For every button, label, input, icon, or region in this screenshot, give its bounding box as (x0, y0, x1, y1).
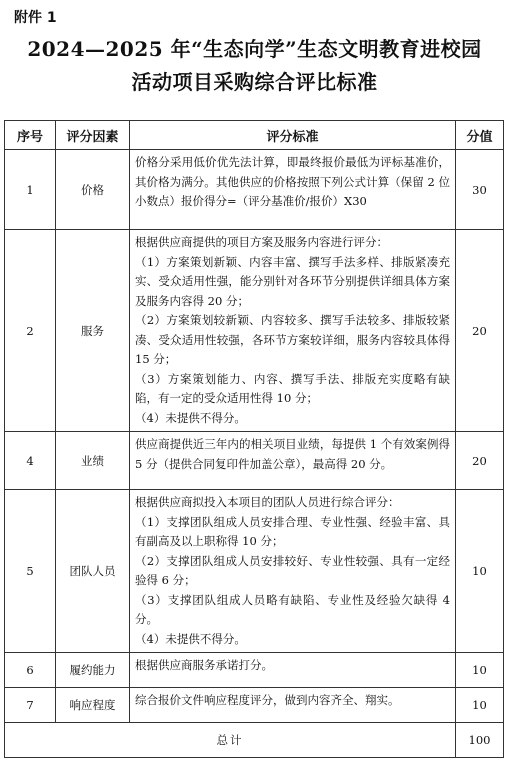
row-number: 5 (5, 490, 56, 653)
row-factor: 业绩 (56, 432, 130, 490)
criteria-line: （3）支撑团队组成人员略有缺陷、专业性及经验欠缺得 4 分。 (135, 592, 450, 626)
criteria-line: （4）未提供不得分。 (135, 631, 246, 646)
table-total-row (5, 723, 504, 758)
row-number: 6 (5, 653, 56, 688)
header-criteria: 评分标准 (130, 121, 456, 150)
row-number: 1 (5, 150, 56, 230)
document-title-line-2: 活动项目采购综合评比标准 (131, 70, 378, 94)
criteria-line: 根据供应商服务承诺打分。 (135, 658, 273, 672)
row-factor: 价格 (56, 150, 130, 230)
row-number: 2 (5, 230, 56, 432)
criteria-line: （1）方案策划新颖、内容丰富、撰写手法多样、排版紧凑充实、受众适用性强，能分别针对各环节分别提供详细具体方案及服务内容得 20 分； (135, 254, 450, 308)
table-row (5, 150, 504, 230)
criteria-line: （1）支撑团队组成人员安排合理、专业性强、经验丰富、具有副高及以上职称得 10 分； (135, 514, 450, 548)
row-score: 10 (456, 653, 504, 688)
scoring-table (4, 120, 504, 758)
row-score: 20 (456, 432, 504, 490)
criteria-line: （2）方案策划较新颖、内容较多、撰写手法较多、排版较紧凑、受众适用性较强，各环节方案较详细，服务内容较具体得 15 分； (135, 313, 450, 366)
criteria-line: 综合报价文件响应程度评分，做到内容齐全、翔实。 (135, 693, 400, 707)
header-score: 分值 (456, 121, 504, 150)
row-number: 4 (5, 432, 56, 490)
header-factor: 评分因素 (56, 121, 130, 150)
document-title-line-1: 2024—2025 年“生态向学”生态文明教育进校园 (27, 37, 482, 61)
row-number: 7 (5, 688, 56, 723)
table-row (5, 653, 504, 688)
row-score: 10 (456, 688, 504, 723)
row-score: 10 (456, 490, 504, 653)
attachment-label: 附件 1 (14, 10, 57, 26)
row-score: 30 (456, 150, 504, 230)
row-score: 20 (456, 230, 504, 432)
row-factor: 履约能力 (56, 653, 130, 688)
criteria-line: （2）支撑团队组成人员安排较好、专业性较强、具有一定经验得 6 分； (135, 553, 450, 587)
criteria-line: 根据供应商拟投入本项目的团队人员进行综合评分： (135, 495, 400, 509)
row-factor: 响应程度 (56, 688, 130, 723)
criteria-line: （3）方案策划能力、内容、撰写手法、排版充实度略有缺陷，有一定的受众适用性得 10 分； (135, 371, 450, 405)
row-factor: 团队人员 (56, 490, 130, 653)
criteria-line: 根据供应商提供的项目方案及服务内容进行评分： (135, 235, 388, 249)
total-label: 总计 (5, 723, 456, 758)
table-row (5, 490, 504, 653)
table-row (5, 432, 504, 490)
row-criteria (130, 150, 456, 230)
row-criteria (130, 230, 456, 432)
criteria-line: （4）未提供不得分。 (135, 410, 246, 425)
total-score: 100 (456, 723, 504, 758)
table-row (5, 230, 504, 432)
row-factor: 服务 (56, 230, 130, 432)
row-criteria (130, 653, 456, 688)
criteria-line: 供应商提供近三年内的相关项目业绩，每提供 1 个有效案例得 5 分（提供合同复印件加盖公章），最高得 20 分。 (135, 437, 450, 471)
header-number: 序号 (5, 121, 56, 150)
table-header-row (5, 121, 504, 150)
row-criteria (130, 490, 456, 653)
row-criteria (130, 432, 456, 490)
row-criteria (130, 688, 456, 723)
table-row (5, 688, 504, 723)
criteria-line: 价格分采用低价优先法计算，即最终报价最低为评标基准价，其价格为满分。其他供应的价格按照下列公式计算（保留 2 位小数点）报价得分=（评分基准价/报价）X30 (135, 155, 450, 208)
